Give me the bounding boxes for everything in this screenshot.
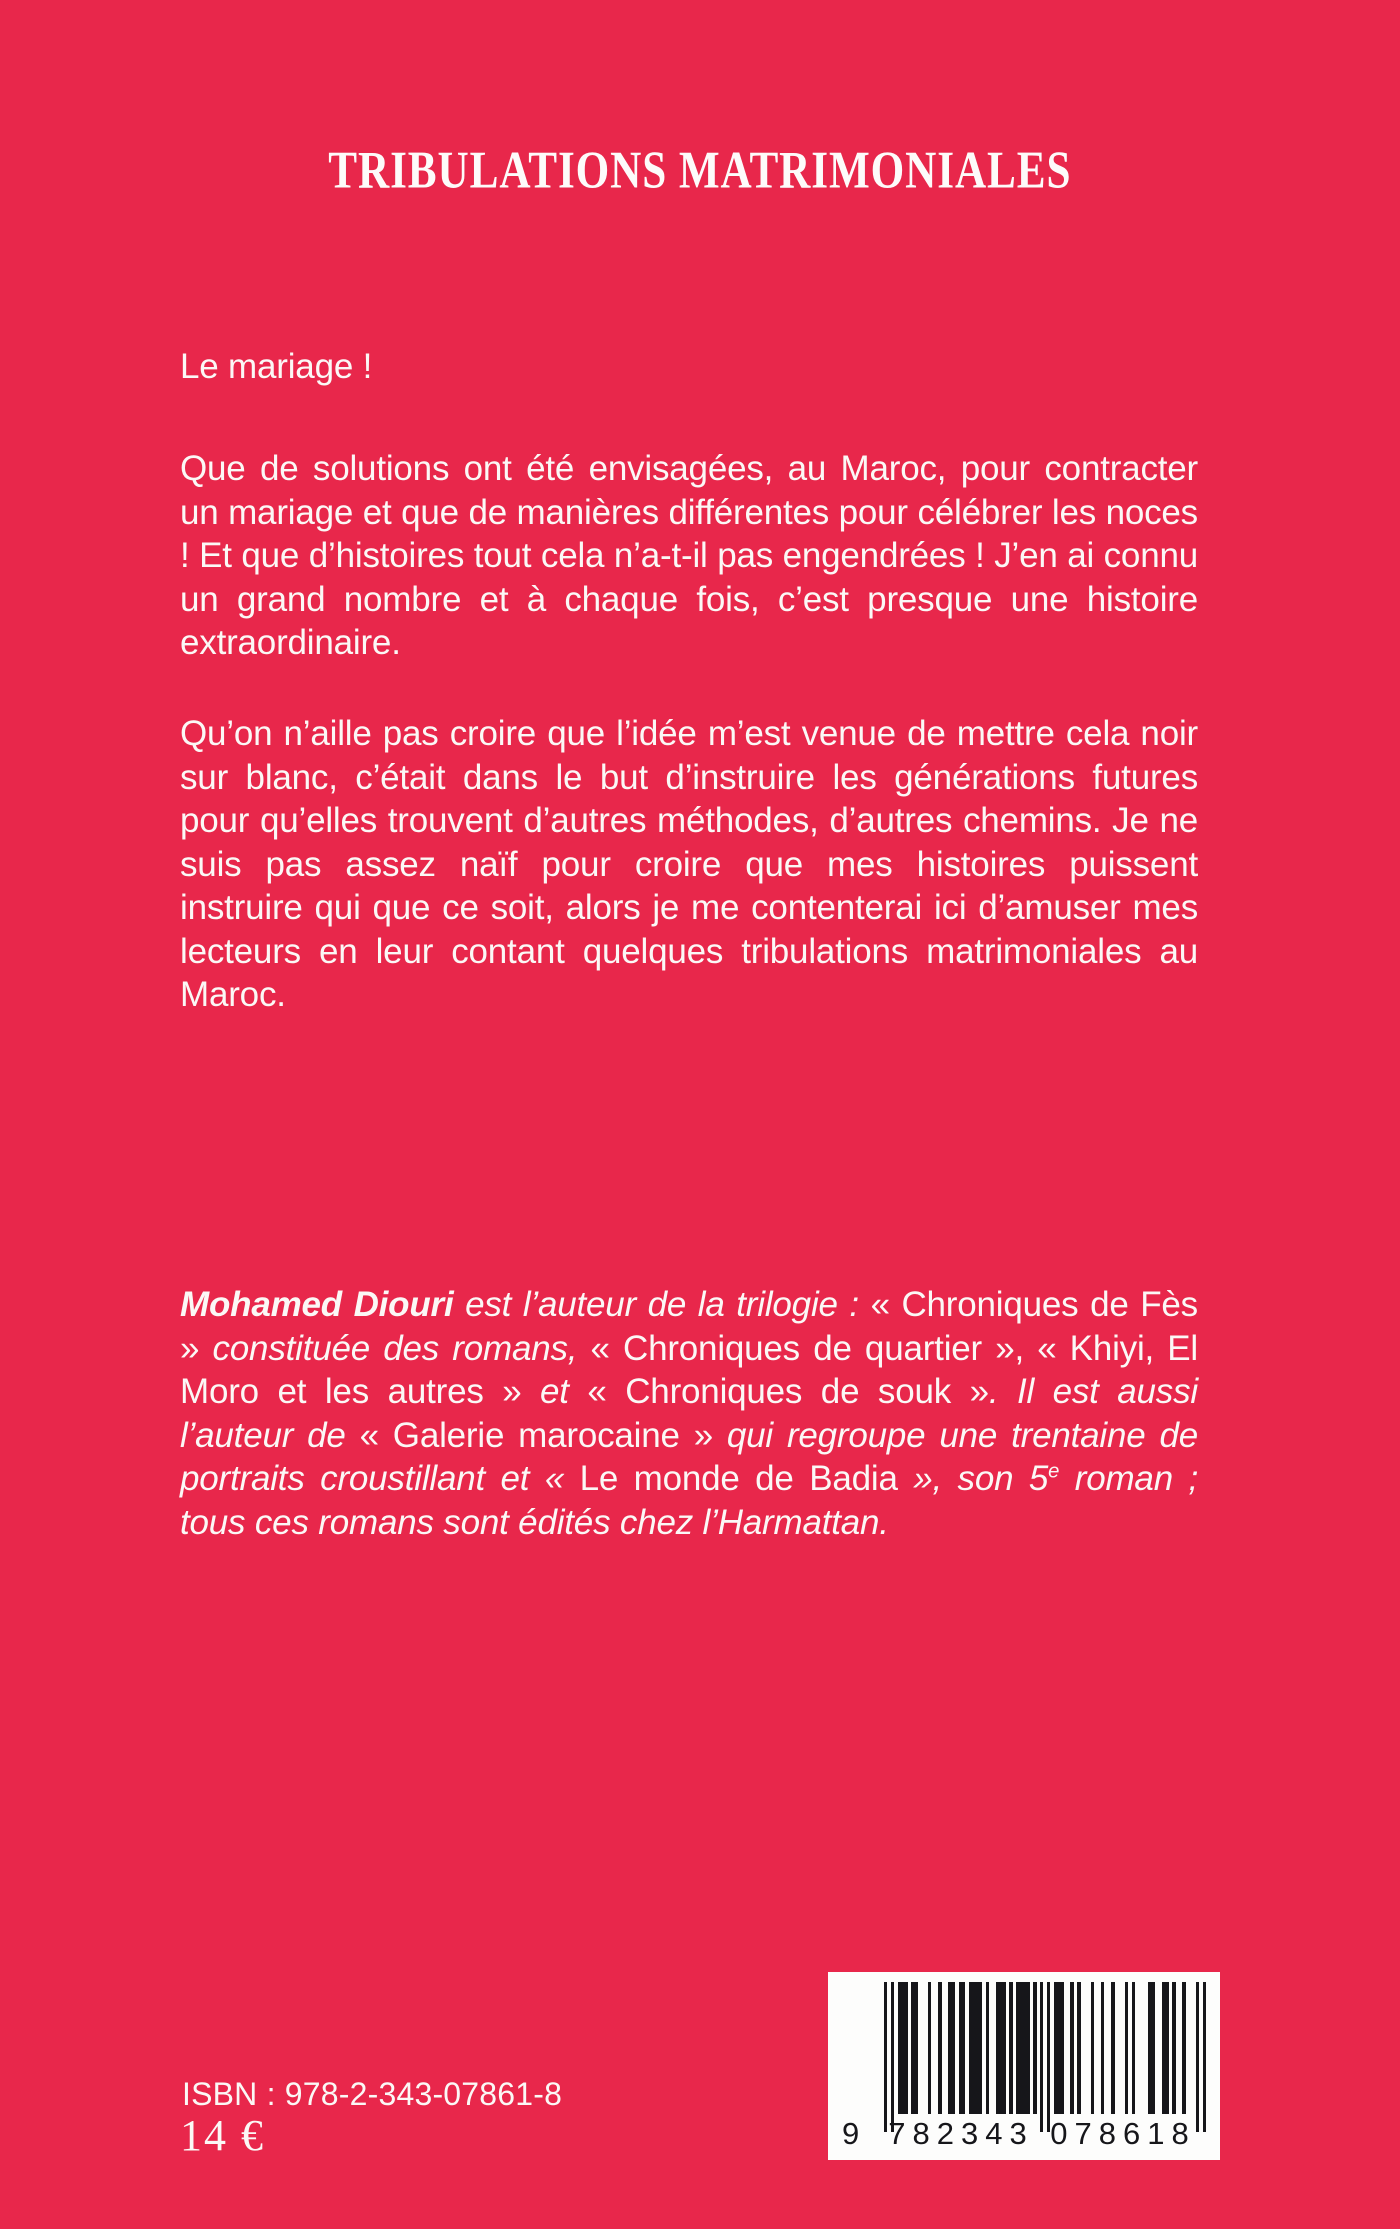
author-bio (180, 1283, 1198, 1544)
barcode-digit-lead: 9 (842, 2116, 860, 2151)
bio-segment: e (1048, 1460, 1060, 1483)
title-wrap (0, 140, 1400, 200)
bio-segment: Mohamed Diouri (180, 1285, 454, 1324)
isbn-text: ISBN : 978-2-343-07861-8 (182, 2076, 563, 2112)
bio-segment: « Chroniques de Fès » (180, 1285, 1198, 1368)
bio-segment: est l’auteur de la trilogie : (453, 1285, 871, 1324)
book-title: TRIBULATIONS MATRIMONIALES (328, 141, 1072, 200)
bio-segment: « Galerie marocaine » (359, 1415, 727, 1455)
bio-segment: qui regroupe une trentaine de portraits croustillant et « (180, 1415, 1198, 1498)
price-text: 14 € (180, 2111, 265, 2160)
bio-segment: constituée des romans, (212, 1328, 591, 1368)
paragraph-1: Que de solutions ont été envisagées, au Maroc, pour contracter un mariage et que de manières différentes pour célébrer les noces ! Et que d’histoires tout cela n’a-t-il pas engendrées ! J’en ai connu un grand nombre et à chaque fois, c’est presque une histoire extraordinaire. (180, 449, 1198, 662)
barcode-inner (840, 1982, 1208, 2160)
barcode (828, 1972, 1220, 2160)
bio-segment: . Il est aussi l’auteur de (180, 1372, 1198, 1455)
lead-line: Le mariage ! (180, 347, 373, 386)
barcode-digit-group-1: 782343 (888, 2116, 1034, 2151)
bio-segment: « Chroniques de quartier », « Khiyi, El Moro et les autres » (180, 1328, 1198, 1411)
bio-segment: « Chroniques de souk » (587, 1372, 989, 1411)
barcode-digit-group-2: 078618 (1050, 2116, 1196, 2151)
bio-segment: et (540, 1372, 588, 1411)
bio-segment: », son 5 (897, 1459, 1049, 1498)
bio-segment: Le monde de Badia (579, 1459, 898, 1498)
paragraph-2: Qu’on n’aille pas croire que l’idée m’est venue de mettre cela noir sur blanc, c’était dans le but d’instruire les générations futures pour qu’elles trouvent d’autres méthodes, d’autres chemins. Je ne suis pas assez naïf pour croire que mes histoires puissent instruire qui que ce soit, alors je me contenterai ici d’amuser mes lecteurs en leur contant quelques tribulations matrimoniales au Maroc. (180, 714, 1198, 1014)
barcode-digits (842, 2116, 1204, 2152)
barcode-module (1203, 1982, 1206, 2132)
barcode-bars (884, 1982, 1206, 2132)
bio-segment: roman ; tous ces romans sont édités chez l’Harmattan. (180, 1459, 1198, 1542)
